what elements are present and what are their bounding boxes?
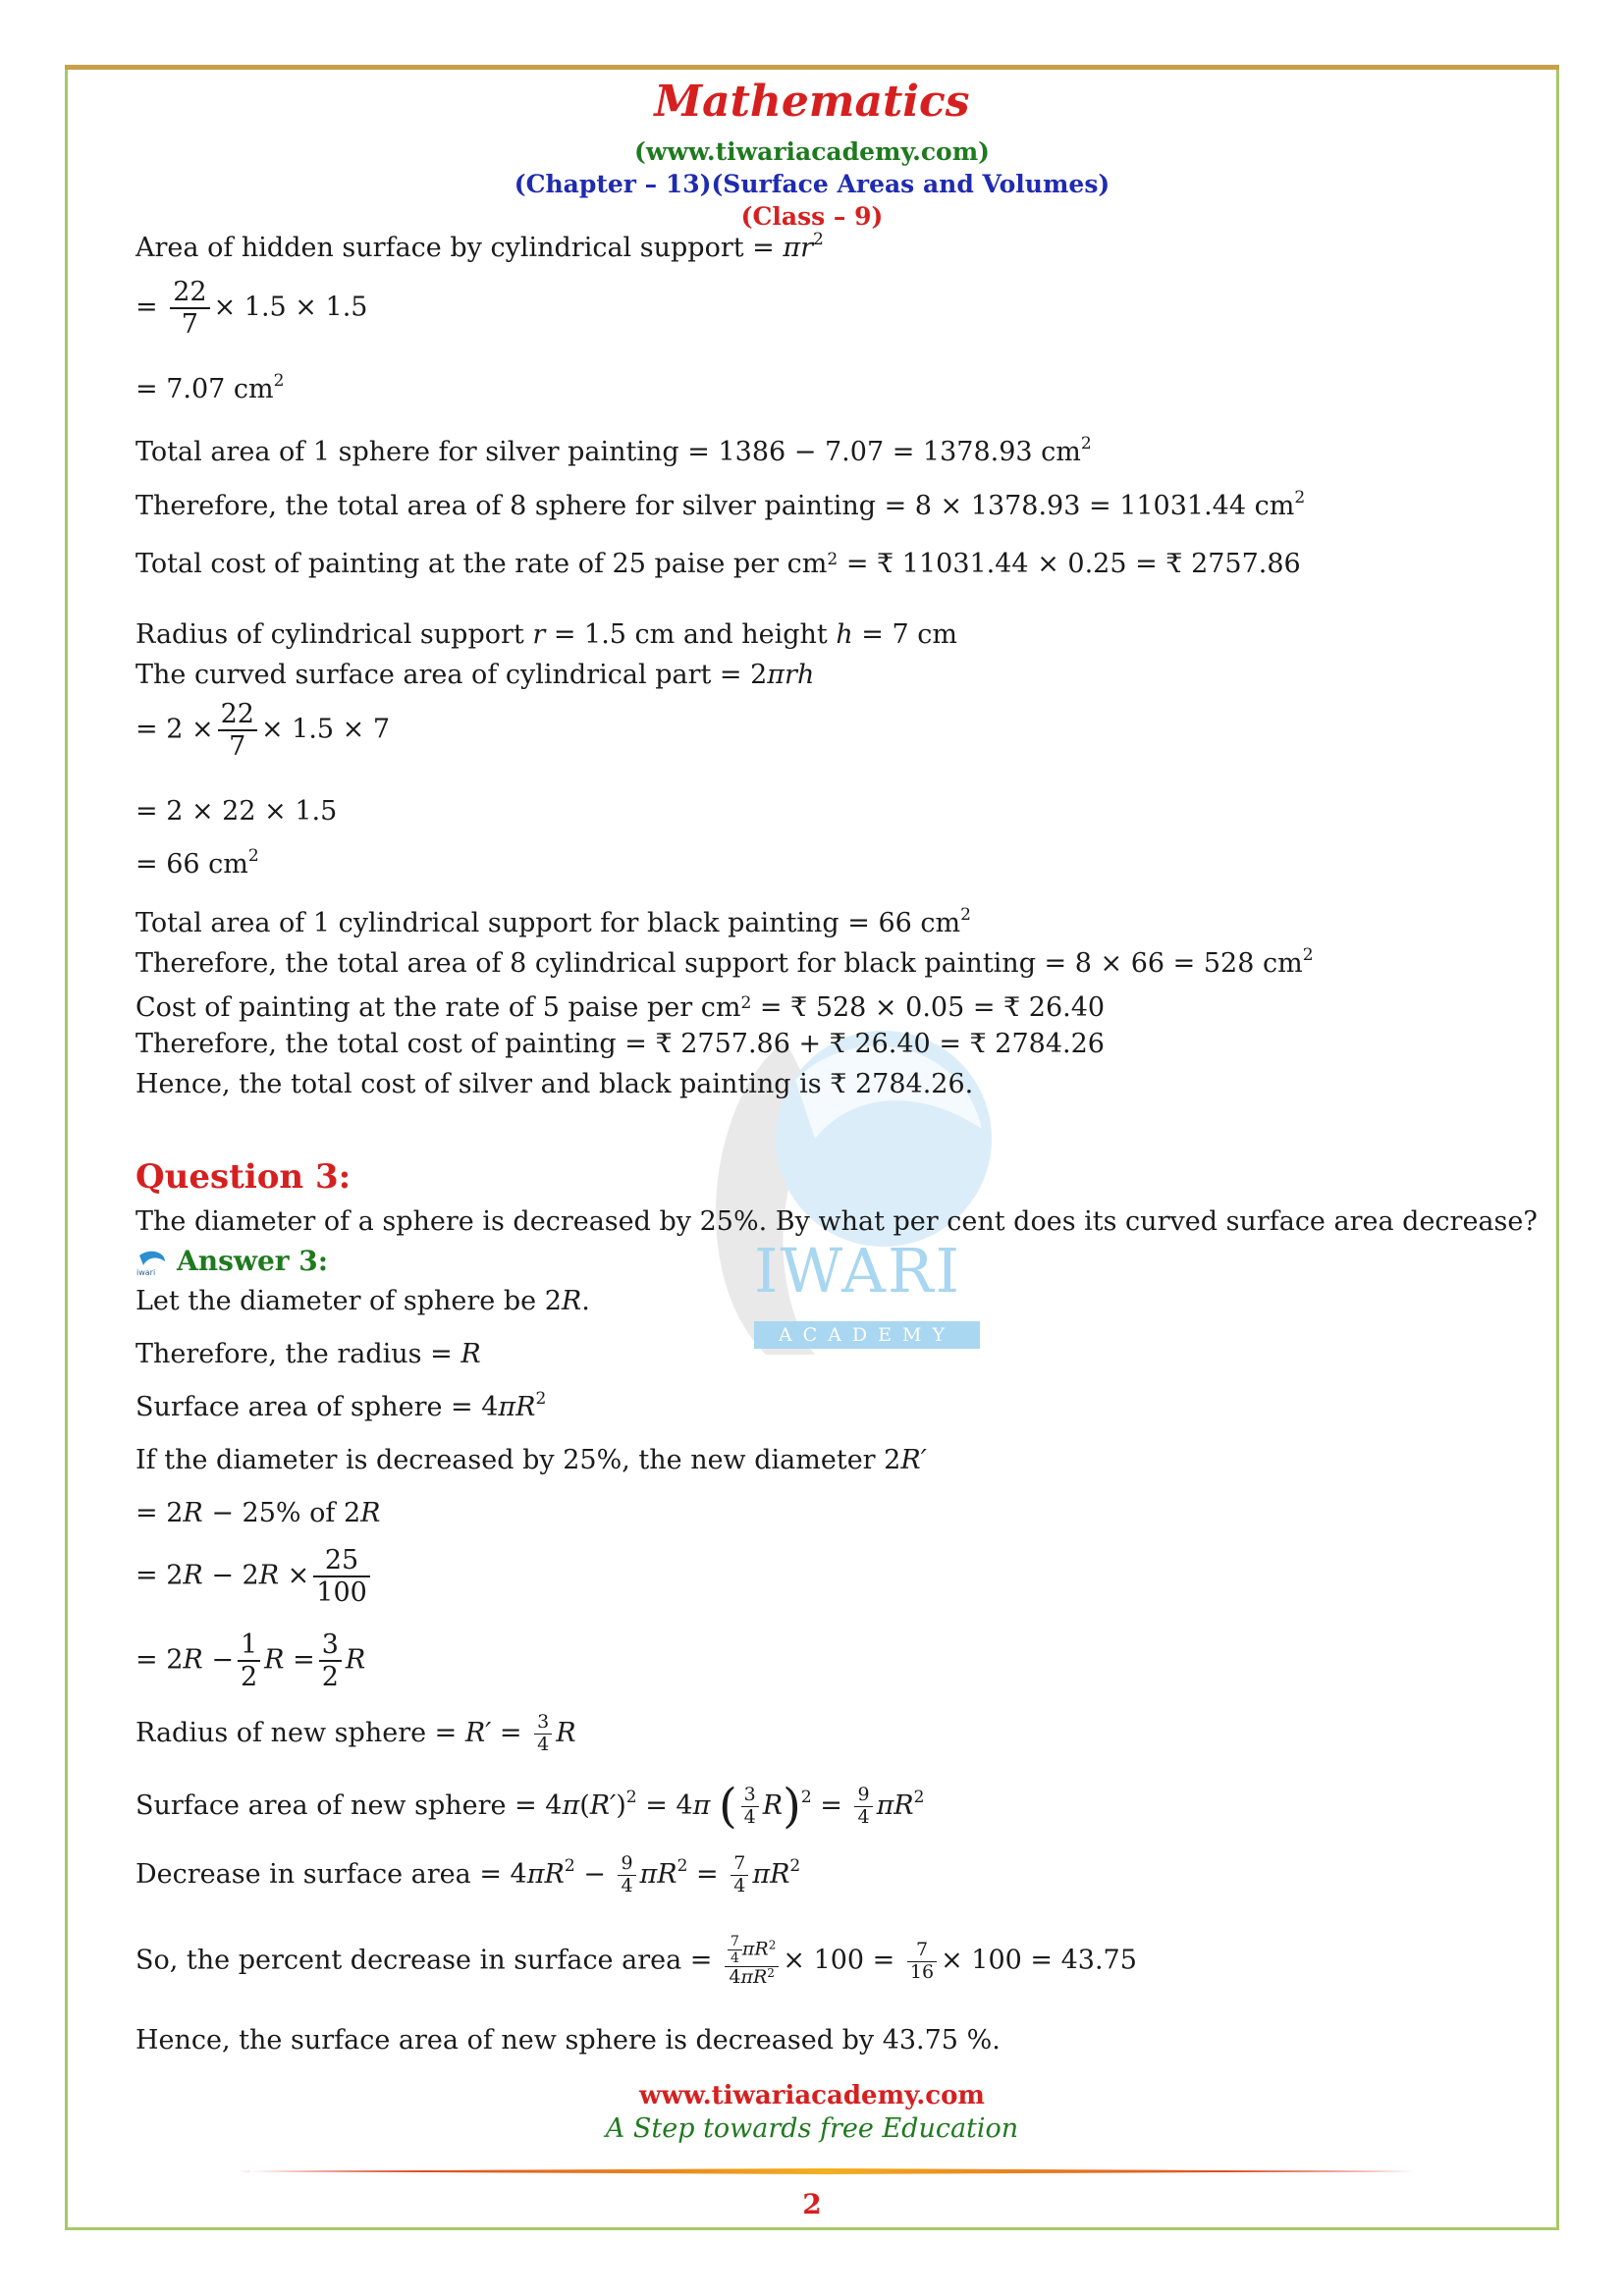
line-cyl-csa: The curved surface area of cylindrical part = 2πrh [135,660,815,690]
line-hidden-result: = 7.07 $cm^2$ [135,371,285,404]
header-title: Mathematics [654,77,970,127]
page-number: 2 [802,2188,822,2220]
line-cyl-fraction: = 2 × $\frac{22}{7}$ × 1.5 × 7 [135,699,391,763]
line-black-cost: Cost of painting at the rate of 5 paise per $cm^2$ = ₹ 528 × 0.05 = ₹ 26.40 [135,992,1106,1023]
line-fraction-hidden: = $\frac{22}{7}$ × 1.5 × 1.5 [135,277,368,341]
footer-tagline: A Step towards free Education [605,2113,1019,2144]
answer-line-1: Let the diameter of sphere be 2R. [135,1286,590,1316]
header-site: (www.tiwariacademy.com) [633,137,990,166]
line-eight-cyl: Therefore, the total area of 8 cylindrical support for black painting = 8 × 66 = 528 $cm^2$ [135,945,1314,979]
answer-line-10: Decrease in surface area = $4\pi R^2$ − $\frac{9}{4}$ $\pi R^2$ = $\frac{7}{4}$ $\pi R^2$ [135,1852,801,1896]
answer-line-11: So, the percent decrease in surface area = $\frac{7}{4}$ $\pi R^2$ $4\pi R^2$ × 100 = $\frac{7}{16}$ × 100 = 43.75 [135,1934,1137,1989]
question-title: Question 3: [135,1157,352,1197]
line-cyl-step: = 2 × 22 × 1.5 [135,796,338,827]
line-hence-cost: Hence, the total cost of silver and black painting is ₹ 2784.26. [135,1069,974,1099]
answer-line-5: = 2R − 25% of 2R [135,1498,381,1528]
answer-line-6: = 2R − 2R × $\frac{25}{100}$ [135,1545,374,1608]
footer-divider [238,2168,1414,2174]
answer-line-12: Hence, the surface area of new sphere is decreased by 43.75 %. [135,2025,1001,2056]
line-silver-cost: Total cost of painting at the rate of 25 paise per $cm^2$ = ₹ 11031.44 × 0.25 = ₹ 2757.86 [135,549,1301,579]
icon-label: iwari [136,1267,156,1277]
watermark-text: IWARI [754,1235,962,1307]
header-class: (Class – 9) [740,202,884,231]
page-border-top [65,65,1559,70]
line-eight-spheres: Therefore, the total area of 8 sphere for silver painting = 8 × 1378.93 = 11031.44 $cm^2$ [135,488,1306,521]
answer-line-3: Surface area of sphere = $4\pi R^2$ [135,1389,547,1422]
header-chapter: (Chapter – 13)(Surface Areas and Volumes) [514,170,1110,198]
watermark-sub: ACADEMY [754,1321,980,1349]
footer-site-link[interactable]: www.tiwariacademy.com [639,2081,985,2110]
question-text: The diameter of a sphere is decreased by 25%. By what per cent does its curved surface area decrease? [135,1206,1538,1237]
answer-line-8: Radius of new sphere = R′ = $\frac{3}{4}$ R [135,1711,576,1755]
line-cyl-result: = 66 $cm^2$ [135,846,259,880]
line-sphere-area: Total area of 1 sphere for silver painting = 1386 − 7.07 = 1378.93 $cm^2$ [135,434,1092,467]
answer-line-2: Therefore, the radius = R [135,1339,481,1369]
answer-line-7: = 2R − $\frac{1}{2}$ R = $\frac{3}{2}$ R [135,1629,366,1693]
answer-line-4: If the diameter is decreased by 25%, the new diameter 2R′ [135,1445,927,1475]
answer-line-9: Surface area of new sphere = $4\pi(R')^2 = 4\pi$ ( $\frac{3}{4}$ R)$^2$ = $\frac{9}{4}$ $\pi R^2$ [135,1778,925,1834]
line-black-area: Total area of 1 cylindrical support for black painting = 66 $cm^2$ [135,905,971,938]
line-total-cost: Therefore, the total cost of painting = ₹ 2757.86 + ₹ 26.40 = ₹ 2784.26 [135,1029,1105,1059]
line-hidden-area: Area of hidden surface by cylindrical support = $\pi r^2$ [135,230,824,263]
answer-heading: iwari Answer 3: [136,1245,329,1277]
tiwari-logo-icon [135,1250,169,1277]
line-cyl-radius: Radius of cylindrical support r = 1.5 cm and height h = 7 cm [135,619,957,650]
